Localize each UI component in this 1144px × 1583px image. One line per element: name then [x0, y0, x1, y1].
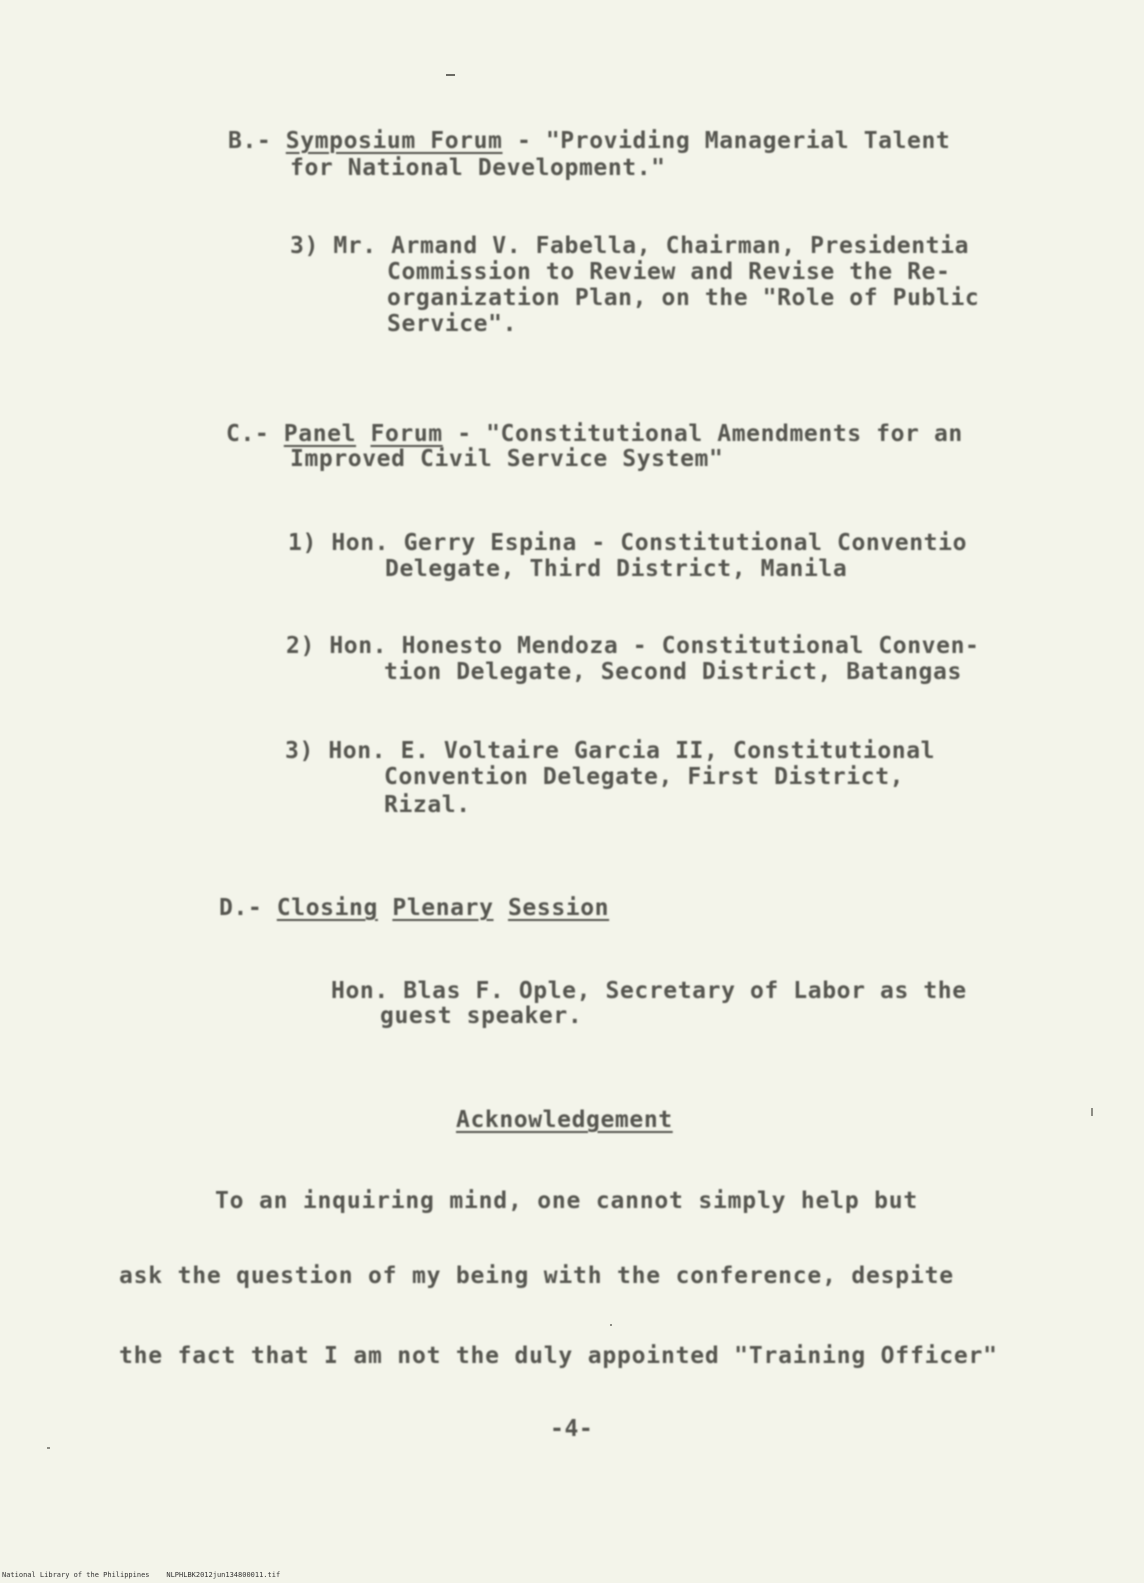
footer-scan-label — [2, 1571, 280, 1580]
item-c3-line3: Rizal. — [384, 792, 471, 818]
section-d-title-plenary: Plenary — [392, 895, 494, 921]
item-c3-line1: 3) Hon. E. Voltaire Garcia II, Constitutional — [285, 738, 936, 764]
item-c2-line1: 2) Hon. Honesto Mendoza - Constitutional Conven- — [286, 633, 980, 659]
section-d-line1: Hon. Blas F. Ople, Secretary of Labor as the — [331, 978, 967, 1004]
section-b-heading-line2: for National Development." — [290, 155, 666, 181]
item-b3-line3: organization Plan, on the "Role of Public — [387, 285, 980, 311]
section-c-title-forum: Forum — [370, 421, 443, 447]
section-b-line1-rest: - "Providing Managerial Talent — [502, 128, 951, 154]
section-d-label: D.- — [219, 895, 263, 921]
item-c2-line2: tion Delegate, Second District, Batangas — [384, 659, 962, 685]
section-d-title-closing: Closing — [276, 895, 378, 921]
scan-speck — [610, 1324, 612, 1326]
acknowledgement-para-line3: the fact that I am not the duly appointed "Training Officer" — [119, 1343, 998, 1369]
section-c-line1-rest: - "Constitutional Amendments for an — [442, 421, 963, 447]
section-b-title: Symposium Forum — [285, 128, 503, 154]
section-d-line2: guest speaker. — [380, 1003, 583, 1029]
acknowledgement-para-line2: ask the question of my being with the conference, despite — [119, 1263, 954, 1289]
item-b3-line4: Service". — [387, 311, 518, 337]
item-b3-line2: Commission to Review and Revise the Re- — [387, 259, 951, 285]
section-b-heading-line1 — [228, 128, 950, 155]
section-d-heading — [219, 895, 609, 922]
acknowledgement-heading: Acknowledgement — [456, 1107, 673, 1133]
section-c-heading-line1 — [226, 421, 963, 448]
item-c1-line2: Delegate, Third District, Manila — [385, 556, 848, 582]
section-b-label: B.- — [228, 128, 272, 154]
scan-speck — [1091, 1108, 1093, 1116]
section-c-label: C.- — [226, 421, 270, 447]
footer-library: National Library of the Philippines — [2, 1571, 150, 1579]
item-c1-line1: 1) Hon. Gerry Espina - Constitutional Conventio — [288, 530, 968, 556]
acknowledgement-para-line1: To an inquiring mind, one cannot simply help but — [215, 1188, 919, 1214]
section-d-title-session: Session — [507, 895, 610, 921]
section-c-title-panel: Panel — [283, 421, 357, 447]
item-c3-line2: Convention Delegate, First District, — [384, 764, 905, 790]
page-number: -4- — [550, 1416, 594, 1442]
top-mark — [446, 74, 455, 76]
scan-speck — [47, 1447, 50, 1449]
item-b3-line1: 3) Mr. Armand V. Fabella, Chairman, Presidentia — [290, 233, 970, 259]
footer-filename: NLPHLBK2012jun134800011.tif — [166, 1571, 281, 1579]
section-c-heading-line2: Improved Civil Service System" — [290, 446, 724, 472]
